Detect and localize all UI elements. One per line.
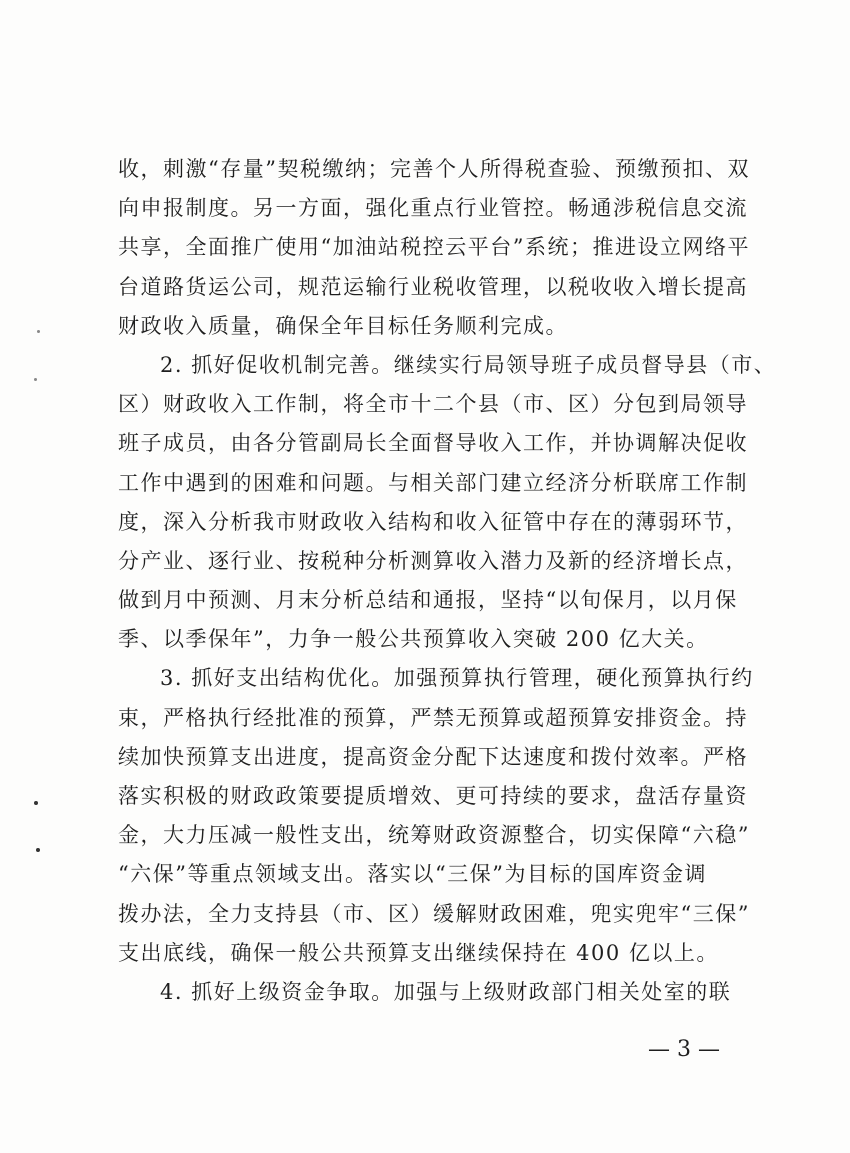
body-line: 收，刺激“存量”契税缴纳；完善个人所得税查验、预缴预扣、双 <box>118 157 750 181</box>
body-line: 支出底线，确保一般公共预算支出继续保持在 400 亿以上。 <box>118 941 719 965</box>
body-line: 度，深入分析我市财政收入结构和收入征管中存在的薄弱环节， <box>118 510 748 534</box>
body-line: 向申报制度。另一方面，强化重点行业管控。畅通涉税信息交流 <box>118 196 748 220</box>
body-line: 金，大力压减一般性支出，统筹财政资源整合，切实保障“六稳” <box>118 823 750 847</box>
section-4-heading-line: 4. 抓好上级资金争取。加强与上级财政部门相关处室的联 <box>160 980 732 1004</box>
body-line: 班子成员，由各分管副局长全面督导收入工作，并协调解决促收 <box>118 431 748 455</box>
section-3-heading-line: 3. 抓好支出结构优化。加强预算执行管理，硬化预算执行约 <box>160 666 754 690</box>
scan-speck <box>36 848 40 852</box>
body-line: 台道路货运公司，规范运输行业税收管理，以税收收入增长提高 <box>118 275 748 299</box>
body-line: 财政收入质量，确保全年目标任务顺利完成。 <box>118 314 568 338</box>
body-line: 区）财政收入工作制，将全市十二个县（市、区）分包到局领导 <box>118 392 748 416</box>
body-line: 拨办法，全力支持县（市、区）缓解财政困难，兜实兜牢“三保” <box>118 902 750 926</box>
body-line: 共享，全面推广使用“加油站税控云平台”系统；推进设立网络平 <box>118 235 750 259</box>
body-line: 分产业、逐行业、按税种分析测算收入潜力及新的经济增长点， <box>118 549 748 573</box>
body-line: 季、以季保年”，力争一般公共预算收入突破 200 亿大关。 <box>118 627 709 651</box>
scan-speck <box>34 801 38 805</box>
body-line: 束，严格执行经批准的预算，严禁无预算或超预算安排资金。持 <box>118 706 748 730</box>
scan-speck <box>37 330 40 333</box>
section-2-heading-line: 2. 抓好促收机制完善。继续实行局领导班子成员督导县（市、 <box>160 353 777 377</box>
page-number: — 3 — <box>648 1037 720 1062</box>
body-line: 工作中遇到的困难和问题。与相关部门建立经济分析联席工作制 <box>118 471 748 495</box>
scan-speck <box>34 378 37 381</box>
body-line: “六保”等重点领域支出。落实以“三保”为目标的国库资金调 <box>118 862 707 886</box>
body-line: 续加快预算支出进度，提高资金分配下达速度和拨付效率。严格 <box>118 745 748 769</box>
body-line: 落实积极的财政政策要提质增效、更可持续的要求，盘活存量资 <box>118 784 748 808</box>
body-line: 做到月中预测、月末分析总结和通报，坚持“以旬保月，以月保 <box>118 588 738 612</box>
